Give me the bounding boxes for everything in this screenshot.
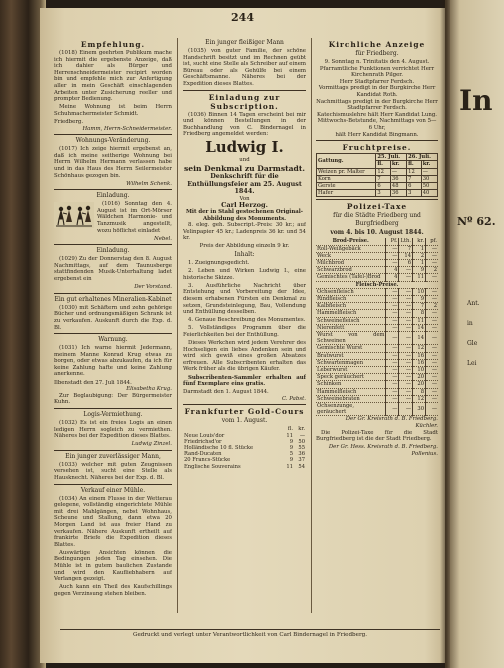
notice-1018-address: Meine Wohnung ist beim Herrn Schuhmachermeister Schmidt. (54, 104, 172, 117)
price-value: — (426, 352, 439, 359)
price-item-name: Nierenfett (316, 324, 386, 331)
price-col-2: Lth. (400, 238, 411, 245)
gold-value-fl: 9 (289, 438, 293, 445)
price-item-name: Weck (316, 252, 386, 259)
price-row (316, 331, 438, 344)
price-row (316, 324, 438, 331)
price-value: — (386, 259, 399, 266)
notice-1018-signature: Hamm, Herrn-Schneidermeister. (82, 125, 172, 132)
price-value: — (426, 359, 439, 366)
book-subtitle: Denkschrift für die Enthüllungsfeier am 25. August 1844. (187, 172, 302, 196)
newspaper-page (40, 8, 445, 663)
price-value: 9 (413, 267, 426, 274)
notice-1018: (1018) Einem geehrten Publikum mache ich hiermit die ergebenste Anzeige, daß ich dahier als Bürger und Herrenschneidermeister recipirt worden bin und empfehle mich zur Anfertigung aller in mein Geschäft einschlagenden Arbeiten unter Zusicherung reeller und prompter Bedienung. (54, 50, 172, 103)
church-line: Nachmittags predigt in der Burgkirche Herr Stadtpfarrer Ferdsch. (316, 98, 438, 112)
price-value: — (386, 388, 399, 395)
heading-gesuch: Ein junger zuverlässiger Mann, (65, 452, 161, 460)
price-item-name: Schweinefleisch (316, 317, 386, 324)
price-value: — (426, 374, 439, 381)
price-value: — (426, 295, 439, 302)
price-row (316, 259, 438, 266)
price-value: — (386, 374, 399, 381)
notice-1031-signature: Elisabetha Krug. (126, 386, 172, 393)
price-value: — (399, 388, 413, 395)
notice-1016-signature: Nebel. (154, 235, 172, 242)
heading-einladung-1: Einladung. (96, 192, 130, 200)
gold-row (183, 464, 306, 470)
kreisrath-name: Küchler. (415, 423, 438, 430)
price-value: 7 (413, 303, 426, 310)
column-middle (183, 38, 306, 470)
price-value: — (426, 381, 439, 388)
grain-name: Gerste (317, 182, 376, 189)
book-editor-prefix: Von (239, 195, 250, 202)
price-value: 11 (413, 317, 426, 324)
price-item-name: Rindfleisch (316, 295, 386, 302)
book-title: Ludwig I. (205, 138, 284, 157)
price-value: — (426, 288, 439, 295)
notice-1032: (1032) Es ist ein freies Logis an einen ledigen Herrn sogleich zu vermiethen. Näheres bei der Expedition dieses Blattes. (54, 419, 172, 440)
heading-kirchliche: Kirchliche Anzeige (328, 40, 426, 49)
price-row (316, 267, 438, 274)
notice-1017: (1017) Ich zeige hiermit ergebenst an, daß ich meine seitherige Wohnung bei Herrn Wilhelm Hermann verlassen habe und in das Haus des Herrn Seilermeister Schönhaus gezogen bin. (54, 146, 172, 179)
price-value: — (399, 395, 413, 402)
adjacent-page-text: in (467, 320, 473, 327)
gold-value-fl: 9 (289, 445, 293, 452)
frucht-row (317, 190, 438, 197)
price-row (316, 388, 438, 395)
price-value: — (386, 352, 399, 359)
price-row (316, 245, 438, 252)
price-value: — (386, 345, 399, 352)
burgfriedberg-note: Die Polizei-Taxe für die Stadt Burgfriedberg ist die der Stadt Friedberg. (316, 429, 438, 443)
grain-name: Weizen pr. Malter (317, 168, 376, 175)
heading-logis: Logis-Vermiethung. (83, 410, 143, 418)
price-item-name: Kalbfleisch (316, 303, 386, 310)
imprint-footer: Gedruckt und verlegt unter Verantwortlichkeit von Carl Bindernagel in Friedberg. (60, 629, 440, 638)
collector-note: Subscribenten-Sammler erhalten auf fünf Exemplare eins gratis. (183, 374, 306, 388)
price-item-name: Schweinebraten (316, 395, 386, 402)
divider (54, 134, 172, 135)
price-value: — (399, 267, 413, 274)
kreisrath-name-2: Pollenius. (411, 450, 438, 457)
subscription-place-date: Darmstadt den 1. August 1844. (183, 389, 269, 396)
price-value: 11 (413, 274, 426, 281)
price-value: 2 (426, 267, 439, 274)
book-illustration-note: Mit der in Stahl gestochenen Original-Abbildung des Monuments. (185, 209, 304, 222)
notice-1032-signature: Ludwig Zinzel. (131, 441, 172, 448)
price-value: — (426, 310, 439, 317)
price-value: — (399, 403, 413, 416)
price-value: 4 (386, 274, 399, 281)
price-row (316, 367, 438, 374)
price-item-name: Milchbrod (316, 259, 386, 266)
grain-price: 12 (407, 168, 422, 175)
price-item-name: Wurst von dem Schweinen (317, 331, 385, 345)
price-value: 14 (413, 331, 426, 344)
price-value: — (399, 295, 413, 302)
gold-value-fl: 9 (289, 457, 293, 464)
price-value: — (426, 259, 439, 266)
price-item-name: Hammelfleisch (316, 310, 386, 317)
price-value: — (426, 331, 439, 344)
gold-coin-name: 20 Francs-Stücke (184, 457, 231, 464)
grain-price: 12 (376, 168, 391, 175)
kreisrath-signature: Der Gr. Kreisrath d. B. Friedberg. (345, 416, 438, 423)
price-value: — (399, 374, 413, 381)
price-item-name: Hammelfleisch (316, 388, 386, 395)
gold-value-kr: 37 (298, 457, 305, 464)
gold-coin-name: Holländische 10 fl. Stücke (184, 445, 254, 452)
price-value: — (386, 403, 399, 416)
price-value: — (399, 310, 413, 317)
price-value: — (386, 252, 399, 259)
price-value: — (386, 381, 399, 388)
price-row (316, 345, 438, 352)
notice-1030: (1030) mit Schäftern und zehn gehörige Bücher und ordnungsmäßigen Schrank ist zu verkaufen. Auskunft durch die Exp. d. Bl. (54, 304, 172, 331)
price-row (316, 317, 438, 324)
polizei-subheading: für die Städte Friedberg und Burgfriedberg (333, 212, 421, 228)
price-value: 12 (413, 345, 426, 352)
price-row (316, 295, 438, 302)
price-value: — (399, 324, 413, 331)
church-line: Herr Stadtpfarrer Ferdsch. (339, 78, 415, 85)
price-value: 10 (413, 288, 426, 295)
price-item-name: Schwarzbrod (316, 267, 386, 274)
price-value: — (426, 345, 439, 352)
contents-item: 5. Vollständiges Programm über die Feierlichkeiten bei der Enthüllung. (183, 325, 306, 338)
price-value: — (399, 331, 413, 344)
price-value: — (386, 288, 399, 295)
price-value: — (399, 381, 413, 388)
notice-1029: (1029) Zu der Donnerstag den 8. August Nachmittags, auf dem Taunusberge stattfindenden Musik-Unterhaltung ladet ergebenst ein (54, 256, 172, 283)
grain-price: 3 (376, 190, 391, 197)
price-value: 1 (413, 245, 426, 252)
church-line: Pfarramtliche Funktionen verrichtet Herr Kirchenrath Pilger. (319, 65, 435, 79)
price-row (316, 374, 438, 381)
price-col-4: pf. (426, 238, 439, 245)
fruchtpreise-table (316, 153, 438, 197)
frucht-col-fl: fl. (407, 161, 422, 168)
price-value: 14 (399, 252, 413, 259)
price-value: — (426, 317, 439, 324)
price-item-name: Gemischte Wurst (316, 345, 386, 352)
book-price-note: 8. eleg. geh. Subscript.-Preis: 30 kr.; auf Velinpapier 45 kr.; Ladenpreis 36 kr. und 54 kr. (183, 222, 306, 242)
notice-1033: (1033) welcher mit guten Zeugnissen versehen ist, sucht eine Stelle als Hausknecht. Näheres bei der Exp. d. Bl. (54, 461, 172, 481)
notice-1034-payment: Auch kann ein Theil des Kaufschillings gegen Verzinsung stehen bleiben. (54, 584, 172, 597)
notice-1031-attestation: Zur Beglaubigung: Der Bürgermeister Kuhn. (54, 392, 172, 406)
adjacent-page-text: Lei (467, 360, 477, 367)
gold-value-kr: 50 (298, 438, 305, 445)
grain-price: — (390, 168, 406, 175)
notice-1018-place: Friedberg. (54, 118, 84, 125)
price-row (316, 310, 438, 317)
heading-empfehlung: Empfehlung. (80, 40, 146, 49)
gold-value-fl: 5 (289, 451, 293, 458)
divider (183, 404, 306, 405)
price-value: — (426, 403, 439, 416)
price-row (316, 252, 438, 259)
price-value: 1 (413, 259, 426, 266)
column-divider (177, 38, 178, 613)
notice-1036: (1036) Binnen 14 Tagen erscheint bei mir und können Bestellungen in der Buchhandlung von C. Bindernagel in Friedberg angemeldet werden: (183, 111, 306, 138)
price-row (316, 381, 438, 388)
contents-list (183, 260, 306, 339)
gold-coin-name: Rand-Ducaten (184, 451, 222, 458)
gold-value-kr: 54 (298, 463, 305, 470)
grain-price: 40 (421, 190, 437, 197)
adjacent-page-text: Ant. (467, 300, 480, 307)
contents-item: 4. Genaue Beschreibung des Monumentes. (188, 317, 306, 324)
fleisch-heading: Fleisch-Preise. (316, 281, 438, 288)
grain-price: 6 (376, 182, 391, 189)
publisher-signature: C. Pabst. (281, 395, 306, 402)
price-value: — (399, 345, 413, 352)
price-value: — (426, 252, 439, 259)
price-item-name: Schwartenmagen (316, 359, 386, 366)
notice-1016: (1016) Sonntag den 4. August ist im Ort-Mörser Wäldchen Harmonie- und Tanzmusik angestellt, wozu höflichst einladet (97, 201, 172, 234)
price-col-3: kr. (413, 238, 426, 245)
gold-col-fl: fl. (287, 426, 293, 433)
price-value: — (426, 324, 439, 331)
price-value: — (386, 331, 399, 344)
heading-einladung-2: Einladung. (96, 247, 130, 255)
price-value: 8 (413, 388, 426, 395)
price-row (316, 352, 438, 359)
book-title-und: und (239, 157, 250, 164)
price-value: — (386, 310, 399, 317)
price-value: — (386, 359, 399, 366)
heading-fruchtpreise: Fruchtpreise. (342, 143, 412, 153)
notice-1035: (1035) von guter Familie, der schöne Handschrift besitzt und im Rechnen geübt ist, sucht eine Stelle als Schreiber auf einem Büreau oder als Gehülfe bei einem Geschäftsmanne. Näheres bei der Expedition dieses Blattes. (183, 48, 306, 87)
frucht-col-kr: kr. (421, 161, 437, 168)
price-item-name: Bratwurst (316, 352, 386, 359)
gold-value-fl: 11 (286, 432, 293, 439)
grain-price: 7 (407, 175, 422, 182)
page-edge-shadow (440, 0, 450, 668)
notice-1031: (1031) Ich warne hiermit Jedermann, meinem Manne Konrad Krug etwas zu borgen, oder etwas abzukaufen, da ich für keine Zahlung hafte und keine Zahlung anerkenne. (54, 345, 172, 378)
heading-muehle: Verkauf einer Mühle. (80, 486, 146, 494)
church-line: hält Herr Kandidat Bingmann. (335, 131, 419, 138)
church-line: Vormittags predigt in der Burgkirche Herr Kandidat Roth. (318, 85, 436, 98)
contents-item: 2. Leben und Wirken Ludwig I., eine historische Skizze. (183, 268, 306, 281)
church-line: Mittwochs-Betstunde, Nachmittags von 5—6 Uhr, (317, 118, 437, 131)
grain-price: 48 (390, 182, 406, 189)
church-line: 9. Sonntag n. Trinitatis den 4. August. (324, 59, 430, 65)
heading-gesuch-2: Ein junger fleißiger Mann (205, 39, 284, 46)
grain-price: 30 (421, 175, 437, 182)
frucht-row (317, 175, 438, 182)
adjacent-page (445, 0, 504, 668)
adjacent-page-masthead: In (459, 84, 493, 117)
gold-value-kr: 36 (298, 451, 305, 458)
grain-price: 7 (376, 175, 391, 182)
price-value: 6 (399, 259, 413, 266)
price-value: — (426, 388, 439, 395)
price-value: — (386, 367, 399, 374)
book-editor: Carl Herzog. (221, 201, 268, 210)
price-item-name: Ochsenfleisch (316, 288, 386, 295)
price-value: 8 (413, 310, 426, 317)
price-value: 20 (413, 374, 426, 381)
price-value: — (386, 324, 399, 331)
frucht-col-date1: 25. Juli. (376, 154, 407, 161)
church-line: Katechismuslehre hält Herr Kandidat Lung. (317, 111, 437, 118)
notice-1034: (1034) An einem Flusse in der Wetterau gelegene, vollständig eingerichtete Mühle mit drei Mahlgängen, nebst Wohnhaus, Scheune und Stallung, dann etwa 20 Morgen Land ist aus freier Hand zu verkaufen. Nähere Auskunft ertheilt auf frankirte Briefe die Expedition dieses Blattes. (54, 495, 172, 548)
heading-warnung: Warnung. (98, 336, 128, 344)
price-table (316, 238, 438, 416)
frucht-col-date2: 26. Juli. (407, 154, 438, 161)
heading-inhalt: Inhalt: (234, 251, 255, 259)
notice-1017-signature: Wilhelm Schenk. (126, 180, 172, 187)
gold-coin-name: Neue Louis'dor (184, 432, 225, 439)
grain-name: Hafer (317, 190, 376, 197)
price-value: 16 (413, 352, 426, 359)
gold-value-kr: 55 (298, 445, 305, 452)
price-item-name: Speck geräuchert (316, 374, 386, 381)
price-item-name: Leberwurst (316, 367, 386, 374)
grain-price: 50 (421, 182, 437, 189)
price-value: 10 (413, 367, 426, 374)
price-value: 30 (413, 403, 426, 416)
gold-coin-name: Englische Souverains (184, 463, 241, 470)
book-title-denkmal: sein Denkmal zu Darmstadt. (183, 164, 306, 174)
divider (183, 90, 306, 91)
price-row (316, 395, 438, 402)
price-col-1: Pf. (386, 238, 399, 245)
price-value: — (399, 303, 413, 310)
divider (316, 199, 438, 200)
gold-coin-name: Friedrichsd'or (184, 438, 222, 445)
price-value: 16 (413, 359, 426, 366)
heading-polizei-taxe: Polizei-Taxe (346, 202, 408, 212)
column-divider (311, 38, 312, 613)
price-value: 14 (413, 324, 426, 331)
gold-value-fl: 11 (286, 463, 293, 470)
price-value: — (426, 274, 439, 281)
grain-price: 3 (407, 190, 422, 197)
book-spine (0, 0, 28, 668)
polizei-date: vom 4. bis 10. August 1844. (330, 229, 424, 237)
price-value: 12 (413, 395, 426, 402)
grain-name: Korn (317, 175, 376, 182)
dancing-couples-woodcut-icon (54, 202, 94, 228)
grain-price: 6 (407, 182, 422, 189)
price-row (316, 359, 438, 366)
divider (316, 140, 438, 141)
book-price-note-2: Preis der Abbildung einzeln 9 kr. (199, 243, 290, 250)
price-value: 7 (399, 245, 413, 252)
price-value: — (426, 245, 439, 252)
price-value: — (386, 245, 399, 252)
gold-cours-table (183, 426, 306, 469)
frucht-col-fl: fl. (376, 161, 391, 168)
price-value: 2 (426, 303, 439, 310)
kreisrath-signature-2: Der Gr. Hess. Kreisrath d. B. Friedberg. (328, 444, 438, 451)
heading-mineralien: Ein gut erhaltenes Mineralien-Kabinet (54, 295, 172, 303)
heading-subscription: Einladung zur Subscription. (208, 92, 281, 111)
divider (54, 450, 172, 451)
book-description: Dieses Werkchen wird jedem Verehrer des Hochseligen ein liebes Andenken sein und wird sich gewiß eines großen Absatzes erfreuen. Alle Subscribenten erhalten das Werk früher als die übrigen Käufer. (183, 340, 306, 373)
divider (54, 293, 172, 294)
column-right (316, 38, 438, 457)
contents-item: 1. Zueignungsgedicht. (188, 260, 250, 267)
price-item-name: Schinken (316, 381, 386, 388)
kirchliche-subheading: für Friedberg. (355, 50, 399, 57)
price-value: 2 (413, 252, 426, 259)
adjacent-page-issue: Nº 62. (457, 215, 496, 228)
notice-1034-conditions: Auswärtige Ansichten können die Bedingungen jeden Tag einsehen. Die Mühle ist in gutem baulichen Zustande und wird den Kaufliebhabern auf Verlangen gezeigt. (54, 549, 172, 583)
grain-price: 36 (390, 175, 406, 182)
frucht-row (317, 182, 438, 189)
price-value: — (399, 274, 413, 281)
price-row (316, 303, 438, 310)
frucht-col-kr: kr. (390, 161, 406, 168)
gold-value-kr: — (299, 432, 305, 439)
adjacent-page-text: Gle (467, 340, 478, 347)
divider (54, 244, 172, 245)
price-value: — (399, 317, 413, 324)
price-value: — (426, 367, 439, 374)
price-value: — (386, 317, 399, 324)
grain-price: 36 (390, 190, 406, 197)
price-value: — (399, 359, 413, 366)
price-value: — (399, 367, 413, 374)
price-value: 9 (413, 295, 426, 302)
heading-gold-cours: Frankfurter Gold-Cours (184, 407, 305, 417)
divider (54, 333, 172, 334)
price-item-name: Roll-Weißgebäck (316, 245, 386, 252)
price-value: — (386, 395, 399, 402)
brot-heading: Brod-Preise. (316, 238, 386, 245)
page-number: 244 (231, 11, 254, 24)
price-value: — (399, 288, 413, 295)
frucht-row (317, 168, 438, 175)
frucht-col-gattung: Gattung. (317, 154, 376, 168)
divider (54, 408, 172, 409)
gold-col-kr: kr. (298, 426, 305, 433)
price-value: 4 (386, 267, 399, 274)
notice-1029-signature: Der Vorstand. (134, 284, 172, 291)
price-row (316, 288, 438, 295)
grain-price: — (421, 168, 437, 175)
price-row (316, 274, 438, 281)
price-value: — (386, 295, 399, 302)
gold-cours-date: vom 1. August. (221, 417, 268, 425)
church-notices (316, 59, 438, 138)
divider (54, 189, 172, 190)
price-value: — (399, 352, 413, 359)
notice-1031-date: Ilbenstadt den 27. Juli 1844. (54, 379, 132, 386)
column-left (54, 38, 172, 599)
divider (54, 484, 172, 485)
price-value: — (426, 395, 439, 402)
price-row (316, 403, 438, 416)
price-item-name: Ochsenzunge, geräuchert (316, 403, 386, 416)
contents-item: 3. Ausführliche Nachricht über Entstehung und Vorbereitung der Idee, diesem erhabenen Fürsten ein Denkmal zu setzen, Grundsteinlegung, Bau, Vollendung und Enthüllung desselben. (183, 282, 306, 316)
price-value: — (386, 303, 399, 310)
price-item-name: Gemischtes (Tafel-)Brod (316, 274, 386, 281)
price-value: 20 (413, 381, 426, 388)
heading-wohnung: Wohnungs-Veränderung. (75, 137, 151, 145)
